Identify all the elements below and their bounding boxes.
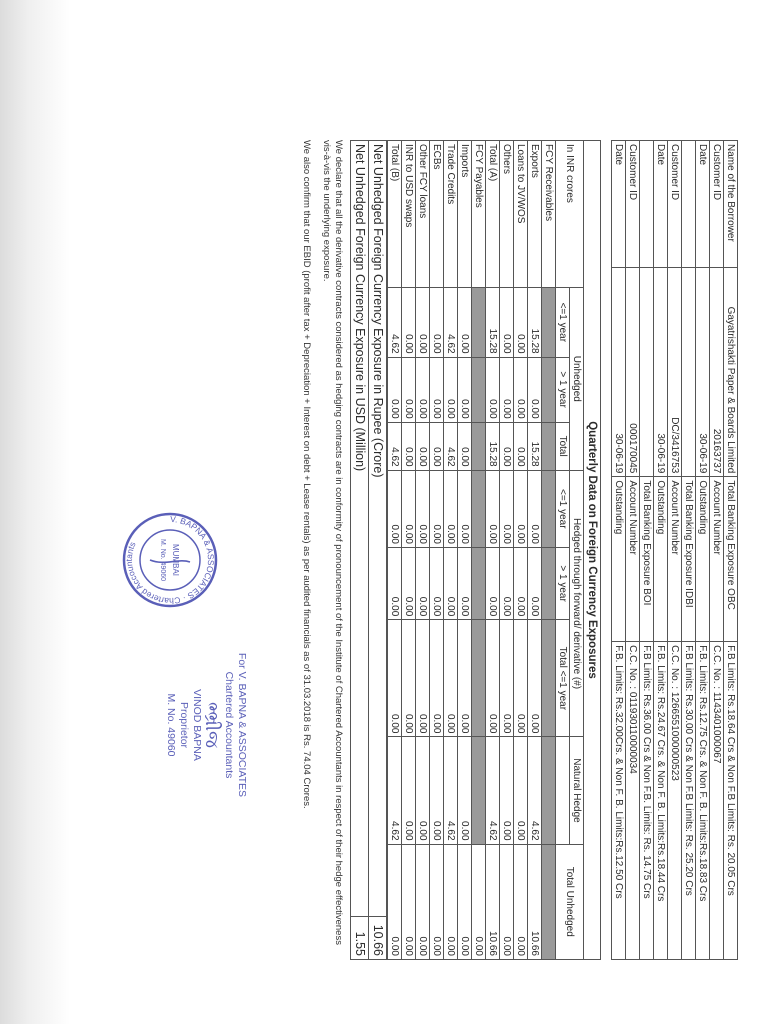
table-cell: 0.00 (416, 357, 430, 422)
borrower-label: Name of the Borrower (724, 141, 738, 268)
borrower-value: 20163737 (710, 267, 724, 477)
borrower-value (682, 267, 696, 477)
borrower-row (654, 141, 668, 960)
borrower-label (640, 141, 654, 268)
table-cell: 4.62 (486, 737, 500, 844)
table-cell: 0.00 (458, 470, 472, 547)
declaration-para-2: We also confirm that our EBID (profit after tax + Depreciation + Interest on debt + Lease rentals) as per audited financials as of 31.03.2018 is Rs. 74.04 Crores. (301, 140, 312, 809)
borrower-row (640, 141, 654, 960)
borrower-value2: F.B Limits: Rs.18.64 Crs & Non F.B Limits: Rs. 20.05 Crs (724, 642, 738, 960)
membership-number: M. No. 49060 (165, 693, 177, 757)
table-cell: 4.62 (444, 422, 458, 470)
table-cell: 0.00 (528, 357, 542, 422)
table-cell: 0.00 (388, 620, 402, 737)
table-cell: 0.00 (402, 547, 416, 619)
table-cell: 15.28 (528, 422, 542, 470)
table-cell: 0.00 (514, 737, 528, 844)
table-cell (542, 737, 556, 844)
table-cell: 0.00 (430, 844, 444, 959)
table-cell: 0.00 (458, 288, 472, 358)
table-cell: 0.00 (500, 620, 514, 737)
table-cell: 0.00 (528, 470, 542, 547)
row-label: Loans to JV/WOS (514, 141, 528, 288)
borrower-value2: F.B. Limits: Rs.24.67 Crs. & Non F. B. Limits:Rs.18.44 Crs (654, 642, 668, 960)
group-unhedged: Unhedged (570, 288, 584, 471)
table-cell: 4.62 (444, 288, 458, 358)
table-cell (542, 547, 556, 619)
declaration (300, 140, 344, 960)
stamp-city: MUMBAI (171, 544, 180, 576)
table-cell: 4.62 (388, 422, 402, 470)
borrower-label2: Account Number (668, 477, 682, 642)
row-label: Total (A) (486, 141, 500, 288)
table-row (528, 141, 542, 960)
table-cell: 0.00 (430, 357, 444, 422)
row-label: FCY Payables (472, 141, 486, 288)
net-rupee-value: 10.66 (369, 917, 387, 960)
table-cell: 0.00 (500, 547, 514, 619)
table-cell: 0.00 (514, 547, 528, 619)
table-cell: 4.62 (528, 737, 542, 844)
table-cell: 0.00 (444, 844, 458, 959)
table-row (444, 141, 458, 960)
table-cell: 0.00 (458, 620, 472, 737)
table-cell: 0.00 (402, 620, 416, 737)
table-cell: 0.00 (514, 620, 528, 737)
table-cell: 0.00 (458, 547, 472, 619)
table-cell: 0.00 (444, 620, 458, 737)
handwritten-signature: ભ્ભ્રીજ (201, 701, 222, 749)
stamp-signature-stroke (150, 560, 190, 562)
table-cell: 0.00 (486, 620, 500, 737)
table-cell: 0.00 (500, 288, 514, 358)
borrower-info-body (612, 141, 738, 960)
declaration-para-1: We declare that all the derivative contracts considered as hedging contracts are in conformity of pronouncement of the Institute of Chartered Accountants in respect of their hedge effectiveness vis-à-vis the underlying exposure. (321, 140, 344, 945)
table-cell (542, 470, 556, 547)
table-cell: 0.00 (514, 470, 528, 547)
table-cell: 10.66 (528, 844, 542, 959)
document-body (292, 140, 738, 960)
borrower-label (682, 141, 696, 268)
table-cell: 0.00 (416, 422, 430, 470)
table-cell: 4.62 (388, 288, 402, 358)
fx-exposure-body (388, 141, 556, 960)
sub-header: > 1 year (556, 547, 570, 619)
table-cell: 0.00 (500, 470, 514, 547)
table-cell: 0.00 (388, 844, 402, 959)
borrower-label2: Outstanding (612, 477, 626, 642)
table-row (458, 141, 472, 960)
borrower-label2: Total Banking Exposure BOI (640, 477, 654, 642)
borrower-value: Gayatrishakti Paper & Boards Limited (724, 267, 738, 477)
table-cell (542, 422, 556, 470)
borrower-label2: Total Banking Exposure IDBI (682, 477, 696, 642)
table-cell: 0.00 (416, 470, 430, 547)
table-cell: 15.28 (528, 288, 542, 358)
borrower-value: DC/3416753 (668, 267, 682, 477)
quarterly-title: Quarterly Data on Foreign Currency Exposures (584, 140, 601, 960)
table-cell: 0.00 (528, 547, 542, 619)
table-cell (542, 844, 556, 959)
table-cell: 0.00 (388, 357, 402, 422)
borrower-row (612, 141, 626, 960)
table-cell: 0.00 (514, 422, 528, 470)
borrower-label2: Account Number (710, 477, 724, 642)
borrower-row (626, 141, 640, 960)
table-cell: 0.00 (430, 470, 444, 547)
net-rupee-label: Net Unhedged Foreign Currency Exposure in Rupee (Crore) (369, 141, 387, 917)
table-cell (472, 547, 486, 619)
table-cell (472, 470, 486, 547)
table-row (500, 141, 514, 960)
table-cell: 0.00 (444, 547, 458, 619)
table-cell (472, 288, 486, 358)
borrower-row (682, 141, 696, 960)
table-cell: 0.00 (458, 422, 472, 470)
table-cell: 4.62 (388, 737, 402, 844)
table-row (542, 141, 556, 960)
sub-header: Total (556, 422, 570, 470)
table-cell (472, 422, 486, 470)
unit-label: In INR crores (556, 141, 584, 288)
table-cell: 0.00 (402, 737, 416, 844)
table-cell: 0.00 (430, 288, 444, 358)
table-cell: 0.00 (430, 422, 444, 470)
group-total-unhedged: Total Unhedged (556, 844, 584, 959)
table-cell: 15.28 (486, 422, 500, 470)
table-cell: 0.00 (514, 357, 528, 422)
borrower-label: Date (612, 141, 626, 268)
borrower-value2: C.C. No. : 1143401000067 (710, 642, 724, 960)
table-row (486, 141, 500, 960)
table-cell (542, 357, 556, 422)
table-cell: 0.00 (486, 470, 500, 547)
table-cell: 0.00 (430, 737, 444, 844)
table-cell: 0.00 (514, 844, 528, 959)
table-cell (542, 620, 556, 737)
borrower-value: 30-06-19 (696, 267, 710, 477)
borrower-label: Customer ID (710, 141, 724, 268)
borrower-label2: Total Banking Exposure OBC (724, 477, 738, 642)
table-row (430, 141, 444, 960)
table-cell: 0.00 (402, 357, 416, 422)
table-cell: 0.00 (500, 737, 514, 844)
table-cell: 0.00 (444, 357, 458, 422)
signatory-name: VINOD BAPNA (191, 689, 203, 761)
table-cell: 0.00 (416, 547, 430, 619)
table-cell: 0.00 (458, 357, 472, 422)
sub-header: Total <=1 year (556, 620, 570, 737)
table-cell: 0.00 (402, 844, 416, 959)
table-row (416, 141, 430, 960)
table-cell: 10.66 (486, 844, 500, 959)
borrower-info-table (611, 140, 738, 960)
table-cell: 0.00 (514, 288, 528, 358)
table-cell: 0.00 (388, 470, 402, 547)
borrower-value2: F.B Limits: Rs.30.00 Crs & Non F.B Limits: Rs. 25.20 Crs (682, 642, 696, 960)
signature-block (164, 640, 248, 810)
sub-header: <=1 year (556, 288, 570, 358)
borrower-row (710, 141, 724, 960)
borrower-value2: F.B. Limits: Rs.32.00Crs. & Non F. B. Limits:Rs.12.50 Crs (612, 642, 626, 960)
table-cell: 15.28 (486, 288, 500, 358)
borrower-value (640, 267, 654, 477)
ca-stamp (120, 510, 220, 610)
borrower-label: Customer ID (668, 141, 682, 268)
firm-sub: Chartered Accountants (223, 671, 235, 779)
table-cell: 0.00 (402, 288, 416, 358)
table-cell: 0.00 (500, 844, 514, 959)
table-cell: 4.62 (444, 737, 458, 844)
sub-header: <=1 year (556, 470, 570, 547)
table-cell: 0.00 (500, 422, 514, 470)
table-cell (472, 737, 486, 844)
table-cell: 0.00 (402, 422, 416, 470)
row-label: ECBs (430, 141, 444, 288)
borrower-value: 30-06-19 (612, 267, 626, 477)
row-label: Total (B) (388, 141, 402, 288)
borrower-label: Date (654, 141, 668, 268)
table-cell: 0.00 (444, 470, 458, 547)
borrower-label2: Outstanding (696, 477, 710, 642)
table-cell: 0.00 (486, 357, 500, 422)
sub-header (556, 737, 570, 844)
table-cell: 0.00 (416, 620, 430, 737)
table-cell: 0.00 (472, 844, 486, 959)
table-cell (472, 357, 486, 422)
table-row (514, 141, 528, 960)
row-label: FCY Receivables (542, 141, 556, 288)
borrower-row (696, 141, 710, 960)
group-hedged: Hedged through forward/ derivative (#) (570, 470, 584, 737)
signatory-role: Proprietor (178, 701, 190, 749)
borrower-value2: C.C. No. : 011930110000034 (626, 642, 640, 960)
group-natural-hedge: Natural Hedge (570, 737, 584, 844)
row-label: INR to USD swaps (402, 141, 416, 288)
row-label: Trade Credits (444, 141, 458, 288)
net-exposure-table (350, 140, 387, 960)
borrower-value2: F.B. Limits: Rs.12.75 Crs. & Non F. B. Limits:Rs.18.83 Crs (696, 642, 710, 960)
sub-header: > 1 year (556, 357, 570, 422)
table-cell: 0.00 (528, 620, 542, 737)
table-cell: 0.00 (388, 547, 402, 619)
table-cell: 0.00 (430, 620, 444, 737)
borrower-label: Date (696, 141, 710, 268)
table-cell: 0.00 (458, 844, 472, 959)
borrower-label2: Account Number (626, 477, 640, 642)
table-cell: 0.00 (486, 547, 500, 619)
borrower-label: Customer ID (626, 141, 640, 268)
table-row (388, 141, 402, 960)
borrower-row (668, 141, 682, 960)
borrower-value: 30-06-19 (654, 267, 668, 477)
table-cell: 0.00 (416, 737, 430, 844)
net-usd-value: 1.55 (351, 917, 369, 960)
net-usd-label: Net Unhedged Foreign Currency Exposure in USD (Million) (351, 141, 369, 917)
row-label: Other FCY loans (416, 141, 430, 288)
table-cell (542, 288, 556, 358)
borrower-value2: C.C. No. : 1266551000000523 (668, 642, 682, 960)
table-cell: 0.00 (458, 737, 472, 844)
table-cell: 0.00 (402, 470, 416, 547)
borrower-row (724, 141, 738, 960)
table-row (402, 141, 416, 960)
row-label: Imports (458, 141, 472, 288)
stamp-ring-text: V. BAPNA & ASSOCIATES · Chartered Accountants (123, 513, 217, 607)
row-label: Others (500, 141, 514, 288)
fx-exposure-table (387, 140, 584, 960)
table-cell: 0.00 (430, 547, 444, 619)
table-cell: 0.00 (500, 357, 514, 422)
table-cell (472, 620, 486, 737)
stamp-number: M. No. 49060 (159, 538, 166, 582)
borrower-value: 000170045 (626, 267, 640, 477)
table-cell: 0.00 (416, 288, 430, 358)
borrower-label2: Outstanding (654, 477, 668, 642)
table-row (472, 141, 486, 960)
firm-line: For V. BAPNA & ASSOCIATES (236, 652, 248, 798)
borrower-value2: F.B Limits: Rs.36.00 Crs & Non F.B. Limits: Rs. 14.75 Crs (640, 642, 654, 960)
table-cell: 0.00 (416, 844, 430, 959)
row-label: Exports (528, 141, 542, 288)
